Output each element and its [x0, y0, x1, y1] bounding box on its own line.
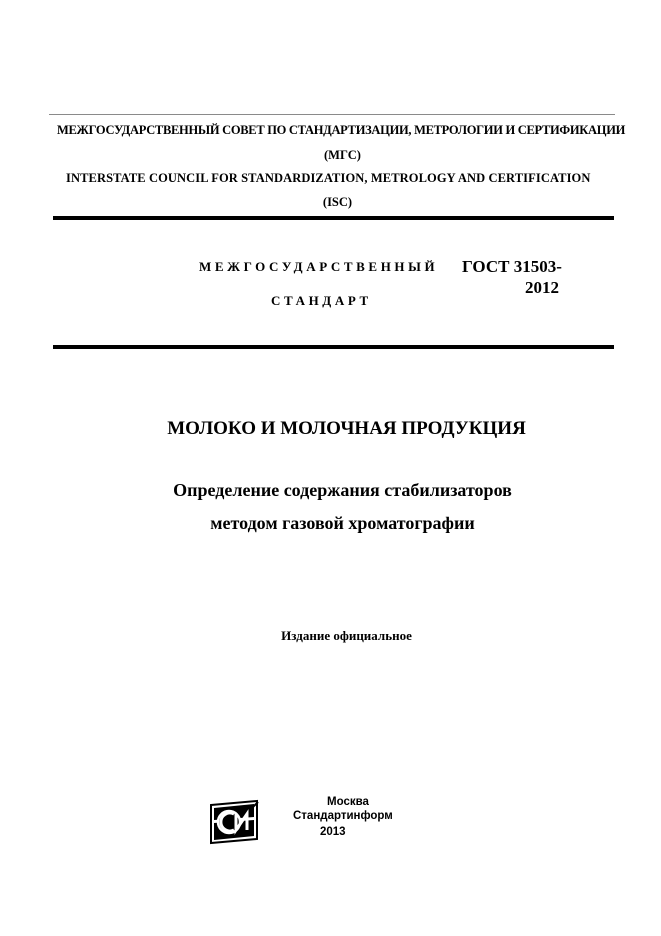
council-abbr-ru: (МГС): [324, 148, 361, 162]
council-abbr-en: (ISC): [322, 195, 353, 209]
imprint-year: 2013: [320, 826, 346, 838]
imprint-city: Москва: [327, 796, 369, 808]
imprint-publisher: Стандартинформ: [293, 810, 393, 822]
edition-note: Издание официальное: [281, 628, 412, 643]
product-title: МОЛОКО И МОЛОЧНАЯ ПРОДУКЦИЯ: [167, 418, 526, 439]
gost-code: ГОСТ 31503-: [462, 257, 562, 276]
subtitle-line2: методом газовой хроматографии: [210, 513, 475, 533]
standard-divider: [53, 345, 614, 349]
standard-label-line2: СТАНДАРТ: [271, 293, 372, 308]
standard-label-line1: МЕЖГОСУДАРСТВЕННЫЙ: [199, 259, 439, 274]
top-thin-rule: [49, 114, 615, 115]
gost-year: 2012: [525, 278, 559, 297]
header-divider: [53, 216, 614, 220]
subtitle-line1: Определение содержания стабилизаторов: [173, 480, 512, 500]
council-name-en: INTERSTATE COUNCIL FOR STANDARDIZATION, METROLOGY AND CERTIFICATION: [66, 171, 591, 185]
council-name-ru: МЕЖГОСУДАРСТВЕННЫЙ СОВЕТ ПО СТАНДАРТИЗАЦИИ, МЕТРОЛОГИИ И СЕРТИФИКАЦИИ: [57, 123, 626, 137]
standartinform-logo-icon: [209, 799, 261, 845]
